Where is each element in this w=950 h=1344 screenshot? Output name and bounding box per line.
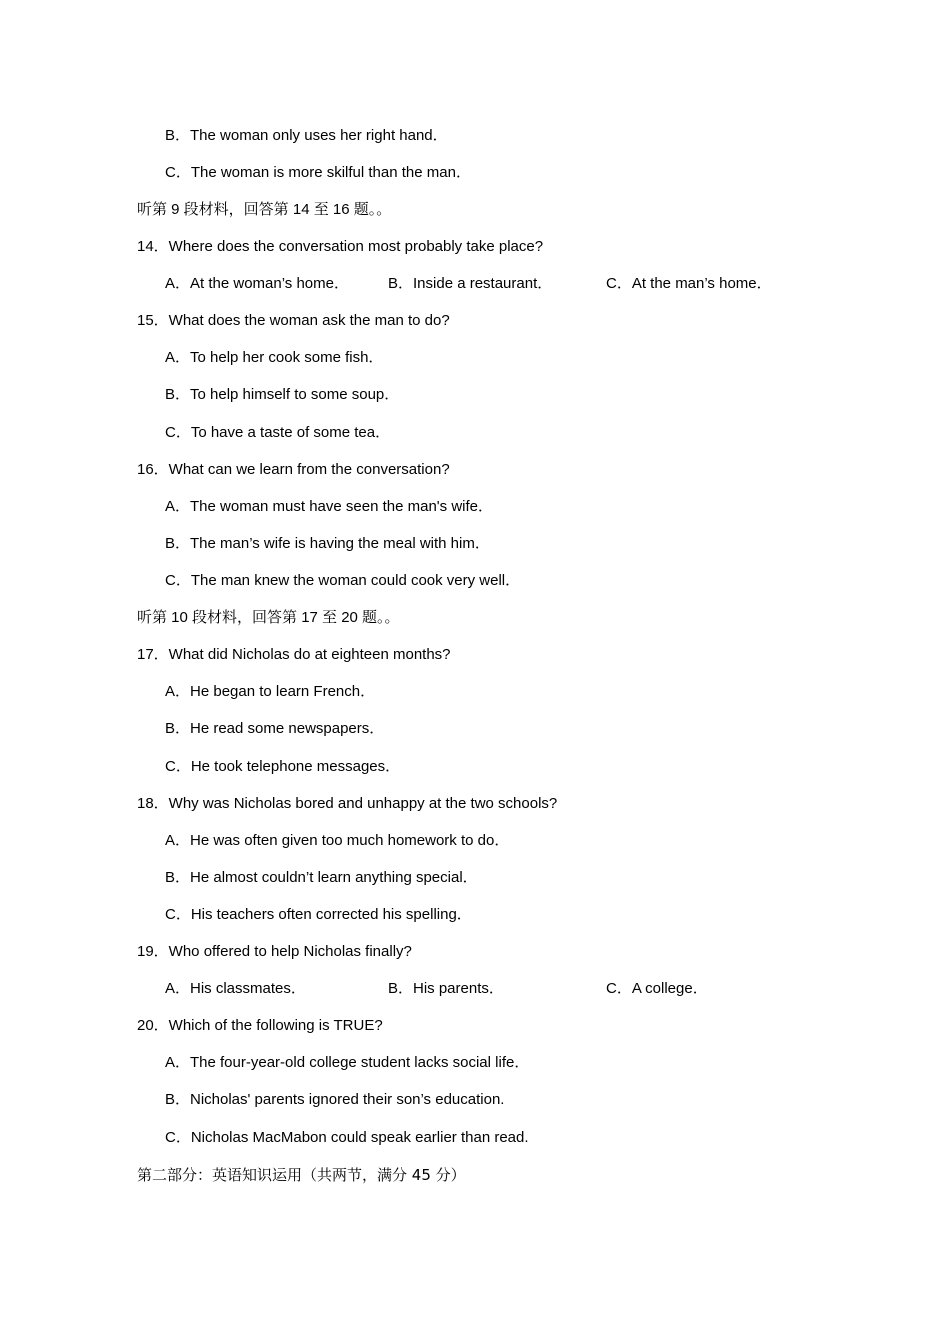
- q15-option-c: C．To have a taste of some tea．: [165, 424, 391, 441]
- q18-stem: 18．Why was Nicholas bored and unhappy at the two schools?: [137, 795, 558, 812]
- q16-option-b: B．The man’s wife is having the meal with him．: [165, 535, 490, 552]
- q18-option-a: A．He was often given too much homework to do．: [165, 832, 510, 849]
- section-9-instruction: 听第 9 段材料，回答第 14 至 16 题。。: [137, 201, 392, 218]
- q18-option-c: C．His teachers often corrected his spelling．: [165, 906, 472, 923]
- q14-option-a: A．At the woman’s home．: [165, 275, 349, 292]
- q17-option-b: B．He read some newspapers．: [165, 720, 385, 737]
- q18-option-b: B．He almost couldn’t learn anything special．: [165, 869, 478, 886]
- q19-option-b: B．His parents．: [388, 980, 504, 997]
- q14-option-c: C．At the man’s home．: [606, 275, 772, 292]
- q13-option-c: C．The woman is more skilful than the man．: [165, 164, 471, 181]
- q15-stem: 15．What does the woman ask the man to do?: [137, 312, 450, 329]
- q19-option-a: A．His classmates．: [165, 980, 306, 997]
- q13-option-b: B．The woman only uses her right hand．: [165, 127, 448, 144]
- part-2-heading: 第二部分：英语知识运用（共两节，满分 45 分）: [137, 1166, 466, 1184]
- q16-stem: 16．What can we learn from the conversation?: [137, 461, 450, 478]
- q17-stem: 17．What did Nicholas do at eighteen months?: [137, 646, 451, 663]
- q16-option-a: A．The woman must have seen the man's wife．: [165, 498, 494, 515]
- q17-option-c: C．He took telephone messages．: [165, 758, 401, 775]
- q20-option-a: A．The four-year-old college student lacks social life．: [165, 1054, 530, 1071]
- q14-option-b: B．Inside a restaurant．: [388, 275, 553, 292]
- q15-option-a: A．To help her cook some fish．: [165, 349, 384, 366]
- q20-option-c: C．Nicholas MacMabon could speak earlier than read.: [165, 1129, 529, 1146]
- q20-stem: 20．Which of the following is TRUE?: [137, 1017, 383, 1034]
- q19-stem: 19．Who offered to help Nicholas finally?: [137, 943, 412, 960]
- q14-stem: 14．Where does the conversation most probably take place?: [137, 238, 544, 255]
- q16-option-c: C．The man knew the woman could cook very well．: [165, 572, 521, 589]
- q20-option-b: B．Nicholas' parents ignored their son’s education.: [165, 1091, 505, 1108]
- q15-option-b: B．To help himself to some soup．: [165, 386, 400, 403]
- q17-option-a: A．He began to learn French．: [165, 683, 376, 700]
- q19-option-c: C．A college．: [606, 980, 708, 997]
- section-10-instruction: 听第 10 段材料，回答第 17 至 20 题。。: [137, 609, 400, 626]
